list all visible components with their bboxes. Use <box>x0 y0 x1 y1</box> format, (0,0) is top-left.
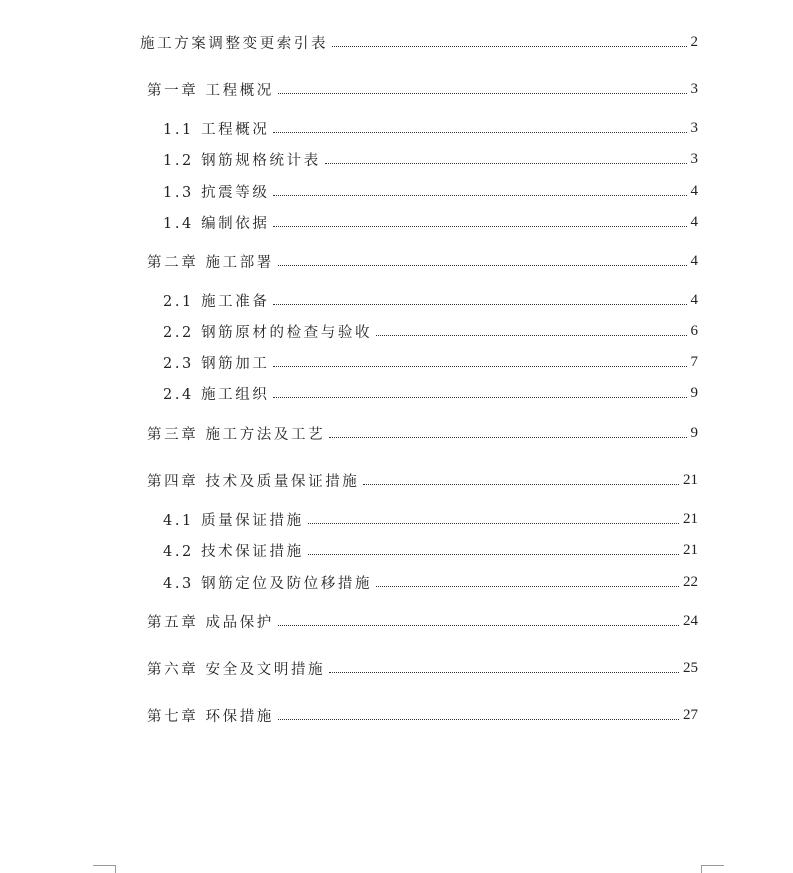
toc-label: 1.3 抗震等级 <box>163 184 270 201</box>
toc-label: 施工方案调整变更索引表 <box>140 35 329 52</box>
toc-page-number: 21 <box>683 471 698 488</box>
toc-entry-section-1-2[interactable] <box>163 147 698 171</box>
dot-leader <box>376 335 686 336</box>
toc-page-number: 3 <box>690 80 698 97</box>
dot-leader <box>278 265 687 266</box>
dot-leader <box>273 226 686 227</box>
toc-label: 4.1 质量保证措施 <box>163 512 304 529</box>
toc-label: 第一章 工程概况 <box>147 82 274 99</box>
toc-entry-chapter-5[interactable] <box>147 609 698 633</box>
dot-leader <box>278 719 679 720</box>
toc-entry-chapter-4[interactable] <box>147 468 698 492</box>
toc-entry-section-4-1[interactable] <box>163 507 698 531</box>
toc-page-number: 4 <box>690 213 698 230</box>
toc-entry-section-1-1[interactable] <box>163 116 698 140</box>
toc-page-number: 27 <box>683 706 698 723</box>
toc-page-number: 7 <box>690 353 698 370</box>
toc-entry-chapter-6[interactable] <box>147 656 698 680</box>
dot-leader <box>363 484 679 485</box>
dot-leader <box>376 586 679 587</box>
dot-leader <box>278 625 679 626</box>
toc-label: 第二章 施工部署 <box>147 254 274 271</box>
dot-leader <box>273 132 686 133</box>
toc-label: 第四章 技术及质量保证措施 <box>147 473 360 490</box>
toc-label: 2.1 施工准备 <box>163 293 270 310</box>
toc-label: 4.3 钢筋定位及防位移措施 <box>163 575 373 592</box>
toc-page-number: 2 <box>690 33 698 50</box>
toc-page-number: 25 <box>683 659 698 676</box>
toc-entry-section-2-4[interactable] <box>163 381 698 405</box>
toc-entry-chapter-2[interactable] <box>147 249 698 273</box>
toc-page-number: 3 <box>690 150 698 167</box>
dot-leader <box>308 554 679 555</box>
toc-label: 第五章 成品保护 <box>147 614 274 631</box>
toc-entry-section-2-3[interactable] <box>163 350 698 374</box>
dot-leader <box>308 523 679 524</box>
toc-entry-chapter-1[interactable] <box>147 77 698 101</box>
dot-leader <box>325 163 687 164</box>
dot-leader <box>273 366 686 367</box>
toc-page-number: 3 <box>690 119 698 136</box>
toc-page-number: 24 <box>683 612 698 629</box>
toc-label: 第六章 安全及文明措施 <box>147 661 326 678</box>
toc-label: 4.2 技术保证措施 <box>163 543 304 560</box>
toc-page-number: 4 <box>690 182 698 199</box>
toc-entry-section-4-3[interactable] <box>163 570 698 594</box>
margin-corner-mark-right <box>701 865 724 873</box>
toc-entry-section-1-3[interactable] <box>163 179 698 203</box>
toc-entry-section-2-1[interactable] <box>163 288 698 312</box>
dot-leader <box>273 304 686 305</box>
toc-page-number: 9 <box>690 424 698 441</box>
toc-label: 2.2 钢筋原材的检查与验收 <box>163 324 373 341</box>
toc-label: 1.4 编制依据 <box>163 215 270 232</box>
toc-entry-chapter-7[interactable] <box>147 703 698 727</box>
toc-entry-change-index[interactable] <box>140 30 698 54</box>
toc-label: 2.4 施工组织 <box>163 386 270 403</box>
toc-label: 第三章 施工方法及工艺 <box>147 426 326 443</box>
toc-entry-section-2-2[interactable] <box>163 319 698 343</box>
toc-entry-chapter-3[interactable] <box>147 421 698 445</box>
dot-leader <box>332 46 686 47</box>
dot-leader <box>273 195 686 196</box>
dot-leader <box>278 93 687 94</box>
toc-label: 2.3 钢筋加工 <box>163 355 270 372</box>
toc-label: 第七章 环保措施 <box>147 708 274 725</box>
toc-page-number: 4 <box>690 252 698 269</box>
toc-page-number: 21 <box>683 510 698 527</box>
toc-page-number: 4 <box>690 291 698 308</box>
toc-page-number: 9 <box>690 384 698 401</box>
toc-page-number: 6 <box>690 322 698 339</box>
margin-corner-mark-left <box>93 865 116 873</box>
dot-leader <box>329 437 686 438</box>
dot-leader <box>273 397 686 398</box>
toc-page-number: 22 <box>683 573 698 590</box>
toc-entry-section-1-4[interactable] <box>163 210 698 234</box>
dot-leader <box>329 672 679 673</box>
toc-page-number: 21 <box>683 541 698 558</box>
toc-entry-section-4-2[interactable] <box>163 538 698 562</box>
toc-label: 1.2 钢筋规格统计表 <box>163 152 321 169</box>
toc-label: 1.1 工程概况 <box>163 121 270 138</box>
